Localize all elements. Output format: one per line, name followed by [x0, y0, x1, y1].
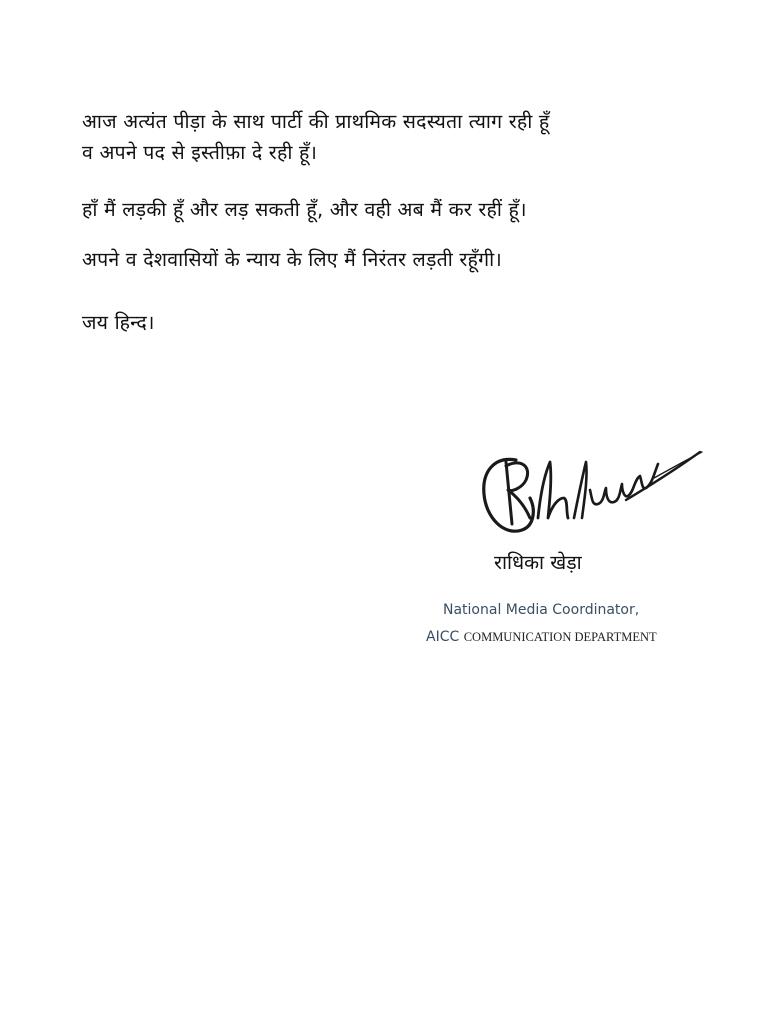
department-name: COMMUNICATION DEPARTMENT [463, 630, 657, 644]
paragraph-1-line-2: व अपने पद से इस्तीफ़ा दे रही हूँ। [82, 141, 318, 164]
paragraph-2-line-2: अपने व देशवासियों के न्याय के लिए मैं निरंतर लड़ती रहूँगी। [82, 248, 502, 271]
paragraph-2-line-1: हाँ मैं लड़की हूँ और लड़ सकती हूँ, और वही अब मैं कर रहीं हूँ। [82, 198, 527, 221]
signer-name: राधिका खेड़ा [494, 551, 582, 574]
signer-designation: National Media Coordinator, [443, 602, 640, 618]
handwritten-signature [476, 432, 706, 542]
signer-department [426, 628, 657, 646]
closing-salutation: जय हिन्द। [82, 311, 155, 334]
letter-body [82, 108, 722, 336]
organization-name: AICC [426, 629, 460, 645]
paragraph-1-line-1: आज अत्यंत पीड़ा के साथ पार्टी की प्राथमिक सदस्यता त्याग रही हूँ [82, 110, 550, 133]
